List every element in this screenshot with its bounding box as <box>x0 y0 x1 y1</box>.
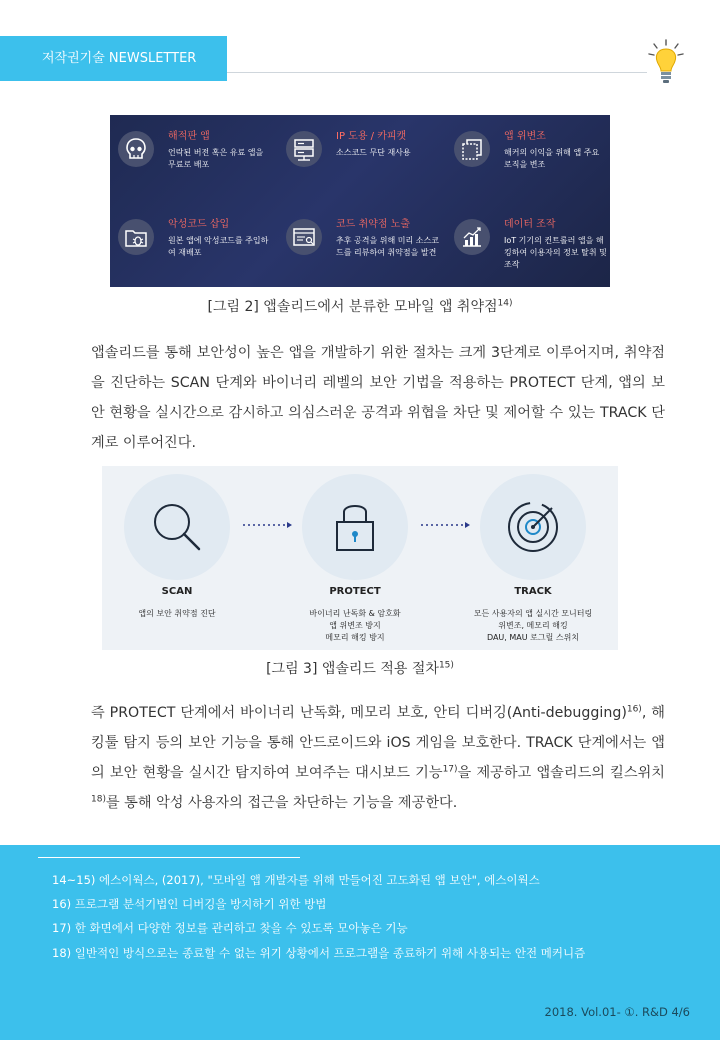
flow-dots <box>420 522 470 528</box>
vuln-title: 앱 위변조 <box>504 131 546 142</box>
track-circle <box>480 474 586 580</box>
process-figure <box>102 466 618 650</box>
footnote-ref-17: 17) <box>442 764 458 775</box>
vuln-title: 데이터 조작 <box>504 219 556 230</box>
copy-icon <box>454 131 490 167</box>
step-desc <box>443 608 623 644</box>
chart-hack-icon <box>454 219 490 255</box>
vuln-ip-theft <box>278 115 438 195</box>
paragraph-text: 즉 PROTECT 단계에서 바이너리 난독화, 메모리 보호, 안티 디버깅(Anti-debugging) <box>91 705 627 721</box>
vuln-desc: 추후 공격을 위해 미리 소스코드를 리뷰하여 취약점을 발견 <box>336 236 439 257</box>
vuln-data-manipulation <box>446 203 606 283</box>
step-title: TRACK <box>514 586 552 597</box>
step-desc-line: 바이너리 난독화 & 암호화 <box>309 609 401 618</box>
bug-folder-icon <box>118 219 154 255</box>
paragraph-text: , 해킹툴 탐지 등의 보안 기능을 통해 안드로이드와 iOS 게임을 보호한다. TRACK 단계에서는 앱의 보안 현황을 실시간 탐지하여 보여주는 대시보드 기능 <box>91 705 665 781</box>
flow-dots <box>242 522 292 528</box>
step-desc-line: 앱 위변조 방지 <box>329 621 381 630</box>
step-title: SCAN <box>161 586 193 597</box>
figure2-caption <box>0 296 720 316</box>
footnotes-section <box>0 845 720 1040</box>
magnifier-icon <box>124 474 230 580</box>
vuln-title: 코드 취약점 노출 <box>336 219 410 230</box>
footnote-ref: 15) <box>438 660 454 671</box>
step-desc-line: 메모리 해킹 방지 <box>325 633 385 642</box>
vuln-desc: 해커의 이익을 위해 앱 주요 로직을 변조 <box>504 148 600 169</box>
footnote-14-15: 14~15) 에스이웍스, (2017), "모바일 앱 개발자를 위해 만들어진 고도화된 앱 보안", 에스이웍스 <box>52 873 540 887</box>
page-number: 2018. Vol.01- ①. R&D 4/6 <box>544 1005 690 1019</box>
footnote-ref: 14) <box>497 298 513 309</box>
figure2-caption-text: [그림 2] 앱솔리드에서 분류한 모바일 앱 취약점 <box>207 299 498 315</box>
vuln-desc: IoT 기기의 컨트롤러 앱을 해킹하여 이용자의 정보 탈취 및 조작 <box>504 236 607 269</box>
footnote-divider <box>38 857 300 858</box>
scan-circle <box>124 474 230 580</box>
footnote-16: 16) 프로그램 분석기법인 디버깅을 방지하기 위한 방법 <box>52 897 327 911</box>
skull-icon <box>118 131 154 167</box>
step-title: PROTECT <box>329 586 381 597</box>
vuln-tampering <box>446 115 606 195</box>
vuln-malware <box>110 203 270 283</box>
step-desc <box>265 608 445 644</box>
protect-circle <box>302 474 408 580</box>
vuln-desc: 소스코드 무단 재사용 <box>336 148 411 157</box>
figure3-caption <box>0 658 720 678</box>
code-window-icon <box>286 219 322 255</box>
paragraph-text: 을 제공하고 앱솔리드의 킬스위치 <box>457 765 665 781</box>
step-desc-line: 모든 사용자의 앱 실시간 모니터링 <box>473 609 593 618</box>
vuln-title: IP 도용 / 카피캣 <box>336 131 407 142</box>
footnote-17: 17) 한 화면에서 다양한 정보를 관리하고 찾을 수 있도록 모아놓은 기능 <box>52 921 408 935</box>
vuln-desc: 원본 앱에 악성코드를 주입하여 재배포 <box>168 236 269 257</box>
vulnerability-figure <box>110 115 610 287</box>
footnote-18: 18) 일반적인 방식으로는 종료할 수 없는 위기 상황에서 프로그램을 종료하기 위해 사용되는 안전 메커니즘 <box>52 946 586 960</box>
footnote-ref-18: 18) <box>91 794 106 805</box>
step-desc <box>87 608 267 620</box>
header-divider <box>227 72 647 73</box>
radar-icon <box>480 474 586 580</box>
step-desc-line: DAU, MAU 로그릴 스위치 <box>486 633 580 642</box>
vuln-code-exposure <box>278 203 438 283</box>
paragraph-text: 를 통해 악성 사용자의 접근을 차단하는 기능을 제공한다. <box>105 795 458 811</box>
vuln-title: 악성코드 삽입 <box>168 219 230 230</box>
footnote-ref-16: 16) <box>626 704 642 715</box>
vuln-title: 해적판 앱 <box>168 131 210 142</box>
body-paragraph-1: 앱솔리드를 통해 보안성이 높은 앱을 개발하기 위한 절차는 크게 3단계로 이루어지며, 취약점을 진단하는 SCAN 단계와 바이너리 레벨의 보안 기법을 적용하는 PROTECT 단계, 앱의 보안 현황을 실시간으로 감시하고 의심스러운 공격과 위협을 차단 및 제어할 수 있는 TRACK 단계로 이루어진다. <box>91 345 665 451</box>
figure3-caption-text: [그림 3] 앱솔리드 적용 절차 <box>266 661 439 677</box>
step-desc-line: 앱의 보안 취약점 진단 <box>138 609 216 618</box>
server-icon <box>286 131 322 167</box>
newsletter-header: 저작권기술 NEWSLETTER <box>0 36 227 81</box>
step-desc-line: 위변조, 메모리 해킹 <box>498 621 568 630</box>
padlock-icon <box>302 474 408 580</box>
body-paragraph-2 <box>75 698 665 818</box>
lightbulb-icon <box>646 38 686 86</box>
vuln-piracy <box>110 115 270 195</box>
vuln-desc: 언락된 버전 혹은 유료 앱을 무료로 배포 <box>168 148 264 169</box>
